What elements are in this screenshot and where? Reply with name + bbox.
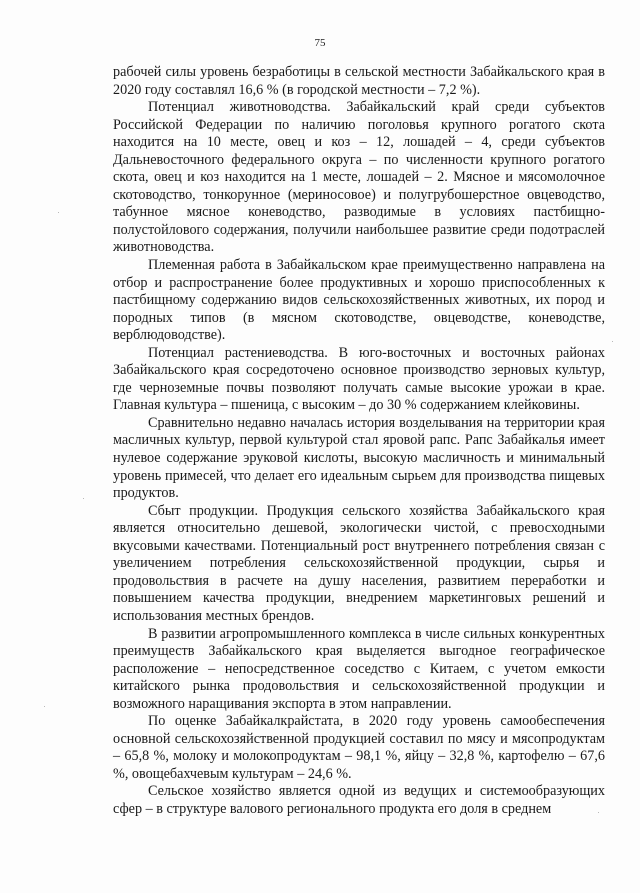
paragraph-1: рабочей силы уровень безработицы в сельской местности Забайкальского края в 2020 году составлял 16,6 % (в городской местности – 7,2 %). [113, 64, 605, 98]
paragraph-livestock-potential: Потенциал животноводства. Забайкальский край среди субъектов Российской Федерации по наличию поголовья крупного рогатого скота находится на 10 месте, овец и коз – 12, лошадей – 4, среди субъектов Дальневосточного федерального округа – по численности крупного рогатого скота, овец и коз находится на 1 месте, лошадей – 2. Мясное и мясомолочное скотоводство, тонкорунное (мериносовое) и полугрубошерстное овцеводство, табунное мясное коневодство, разводимые в условиях пастбищно-полустойлового содержания, получили наибольшее развитие среди подотраслей животноводства. [113, 99, 605, 256]
scan-speck [612, 341, 613, 342]
paragraph-oilseed-crops: Сравнительно недавно началась история возделывания на территории края масличных культур, первой культурой стал яровой рапс. Рапс Забайкалья имеет нулевое содержание эруковой кислоты, высокую масличность и минимальный уровень примесей, что делает его идеальным сырьем для производства пищевых продуктов. [113, 414, 605, 502]
scan-speck [44, 706, 45, 707]
scan-speck [58, 212, 59, 213]
scan-speck [83, 498, 84, 499]
page-number: 75 [314, 37, 326, 49]
paragraph-crop-potential: Потенциал растениеводства. В юго-восточных и восточных районах Забайкальского края сосредоточено основное производство зерновых культур, где черноземные почвы позволяют получать самые высокие урожаи в крае. Главная культура – пшеница, с высоким – до 30 % содержанием клейковины. [113, 344, 605, 414]
body-text [113, 64, 605, 819]
paragraph-competitive-advantages: В развитии агропромышленного комплекса в числе сильных конкурентных преимуществ Забайкальского края выделяется выгодное географическое расположение – непосредственное соседство с Китаем, с учетом емкости китайского рынка продовольствия и сельскохозяйственной продукции и возможного наращивания экспорта в этом направлении. [113, 625, 605, 712]
paragraph-agriculture-share: Сельское хозяйство является одной из ведущих и системообразующих сфер – в структуре валового регионального продукта его доля в среднем [113, 783, 605, 817]
paragraph-product-sales: Сбыт продукции. Продукция сельского хозяйства Забайкальского края является относительно дешевой, экологически чистой, с превосходными вкусовыми качествами. Потенциальный рост внутреннего потребления связан с увеличением потребления сельскохозяйственной продукции, сырья и продовольствия в расчете на душу населения, развитием переработки и повышением качества продукции, внедрением маркетинговых решений и использования местных брендов. [113, 502, 605, 624]
paragraph-self-sufficiency: По оценке Забайкалкрайстата, в 2020 году уровень самообеспечения основной сельскохозяйственной продукцией составил по мясу и мясопродуктам – 65,8 %, молоку и молокопродуктам – 98,1 %, яйцу – 32,8 %, картофелю – 67,6 %, овощебахчевым культурам – 24,6 %. [113, 713, 605, 782]
scan-speck [598, 812, 599, 813]
paragraph-breeding-work: Племенная работа в Забайкальском крае преимущественно направлена на отбор и распространение более продуктивных и хорошо приспособленных к пастбищному содержанию видов сельскохозяйственных животных, их пород и породных типов (в мясном скотоводстве, овцеводстве, коневодстве, верблюдоводстве). [113, 257, 605, 344]
